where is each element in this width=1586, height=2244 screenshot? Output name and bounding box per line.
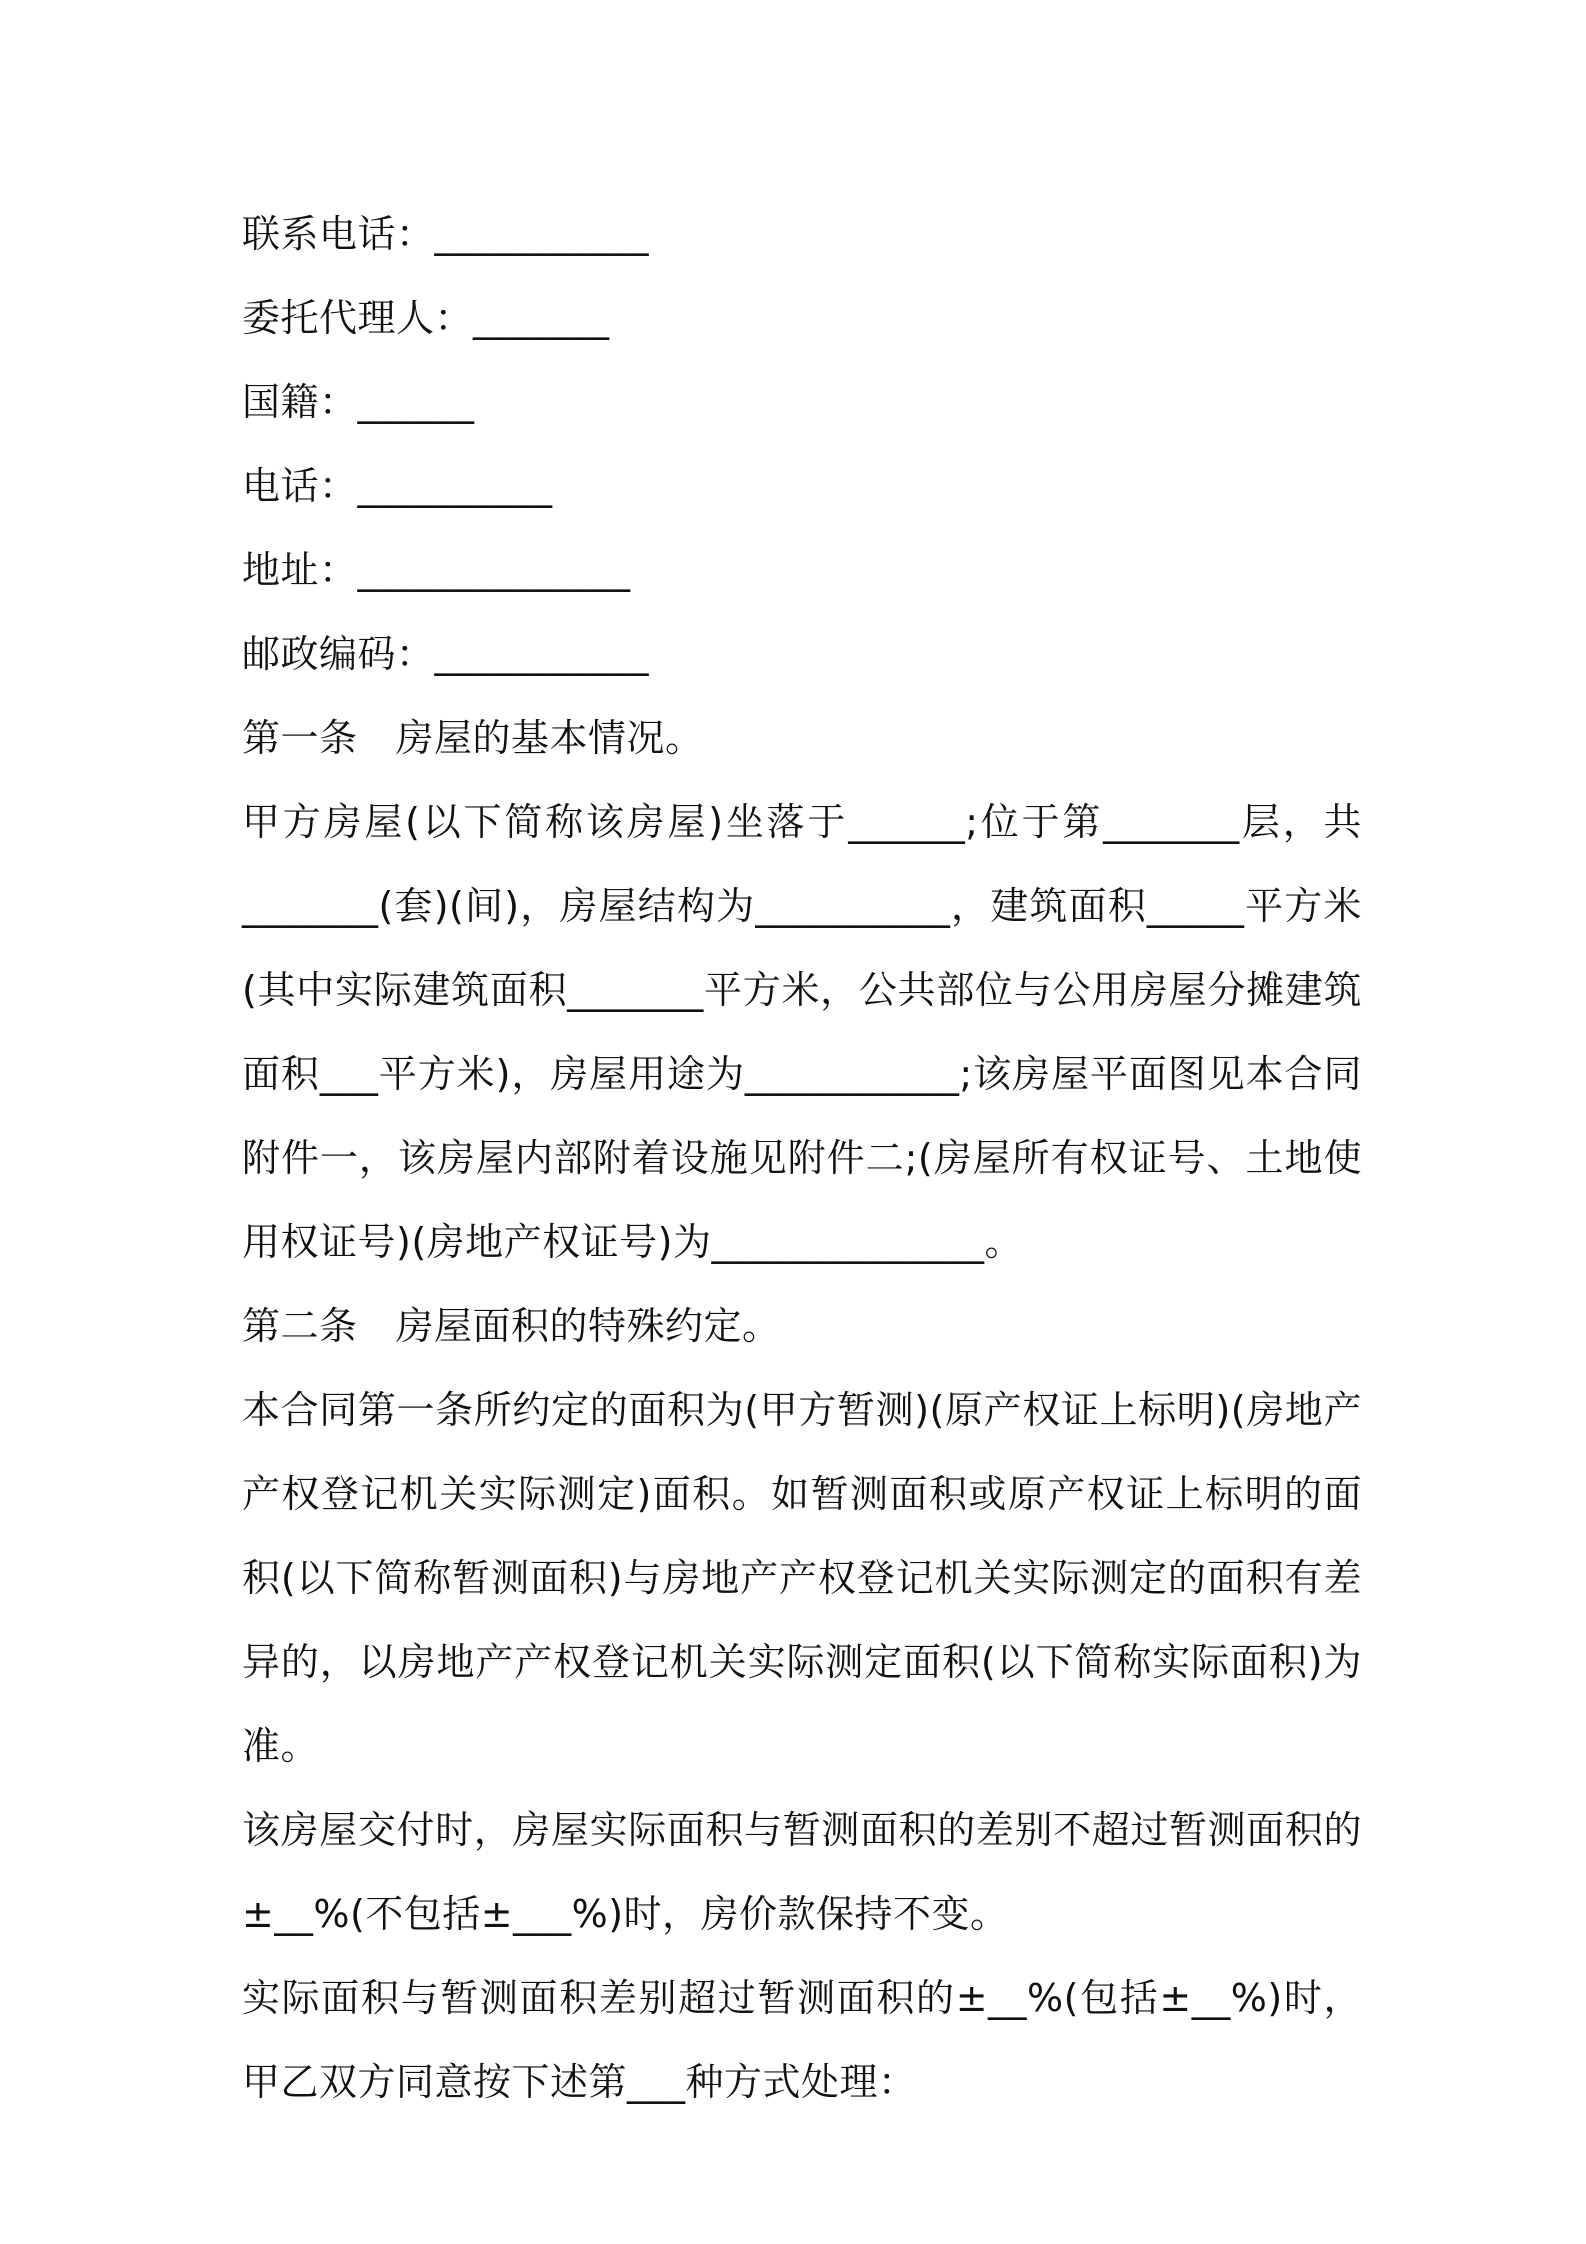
field-label: 地址： <box>242 548 358 592</box>
article2-body-1: 本合同第一条所约定的面积为(甲方暂测)(原产权证上标明)(房地产产权登记机关实际测定)面积。如暂测面积或原产权证上标明的面积(以下简称暂测面积)与房地产产权登记机关实际测定的面积有差异的，以房地产产权登记机关实际测定面积(以下简称实际面积)为准。 <box>242 1388 1362 1768</box>
field-label: 邮政编码： <box>242 632 435 676</box>
article1-heading <box>242 696 1362 780</box>
field-postcode <box>242 612 1362 696</box>
field-blank: ______ <box>357 380 475 424</box>
article1-body: 甲方房屋(以下简称该房屋)坐落于______;位于第_______层，共_______(套)(间)，房屋结构为__________，建筑面积_____平方米(其中实际建筑面积_______平方米，公共部位与公用房屋分摊建筑面积___平方米)，房屋用途为___________;该房屋平面图见本合同附件一，该房屋内部附着设施见附件二;(房屋所有权证号、土地使用权证号)(房地产权证号)为______________。 <box>242 800 1362 1264</box>
article2-number: 第二条 <box>242 1304 358 1348</box>
field-blank: ___________ <box>434 632 650 676</box>
field-label: 电话： <box>242 464 358 508</box>
article1-number: 第一条 <box>242 716 358 760</box>
field-blank: _______ <box>473 296 610 340</box>
article1-subtitle: 房屋的基本情况。 <box>395 716 704 760</box>
field-blank: ___________ <box>434 212 650 256</box>
article2-body-2: 该房屋交付时，房屋实际面积与暂测面积的差别不超过暂测面积的±__%(不包括±___%)时，房价款保持不变。 <box>242 1808 1362 1936</box>
field-label: 联系电话： <box>242 212 435 256</box>
document-content <box>242 192 1362 2124</box>
field-blank: ______________ <box>357 548 631 592</box>
field-label: 委托代理人： <box>242 296 474 340</box>
article2-body-3: 实际面积与暂测面积差别超过暂测面积的±__%(包括±__%)时，甲乙双方同意按下述第___种方式处理： <box>242 1976 1362 2104</box>
field-address <box>242 528 1362 612</box>
field-label: 国籍： <box>242 380 358 424</box>
article2-subtitle: 房屋面积的特殊约定。 <box>395 1304 781 1348</box>
field-nationality <box>242 360 1362 444</box>
field-contact-phone <box>242 192 1362 276</box>
field-phone <box>242 444 1362 528</box>
field-blank: __________ <box>357 464 553 508</box>
field-agent <box>242 276 1362 360</box>
article2-heading <box>242 1284 1362 1368</box>
